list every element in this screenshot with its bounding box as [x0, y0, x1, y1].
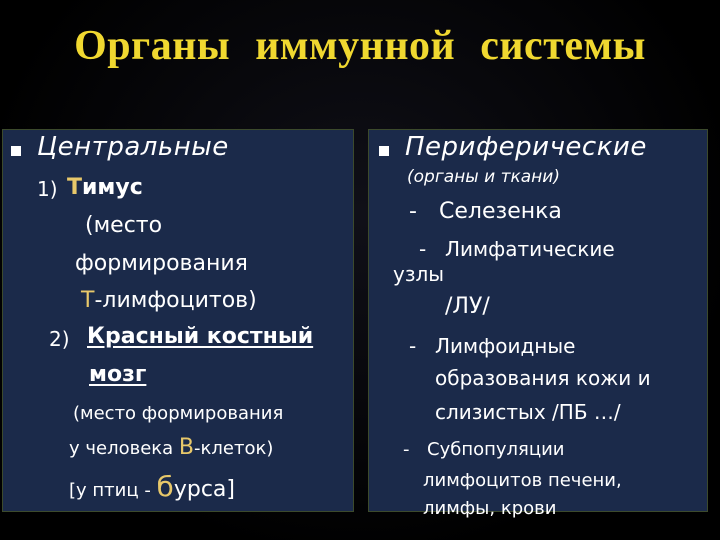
item1-number: 1): [37, 177, 58, 201]
thymus-label: [67, 175, 143, 200]
marrow-label: мозг: [89, 362, 147, 387]
central-organs-panel: [2, 129, 354, 512]
bursa-rest: урса]: [173, 477, 235, 502]
thymus-note-formation: формирования: [75, 251, 248, 276]
thymus-note-open: (место: [85, 213, 163, 238]
t-lymphocytes-text: -лимфоцитов): [94, 288, 257, 313]
peripheral-heading: Периферические: [405, 132, 647, 162]
human-text: у человека: [69, 438, 179, 459]
birds-text: [у птиц -: [69, 480, 157, 501]
peripheral-organs-panel: [368, 129, 708, 519]
dash-lymph-nodes: -: [419, 237, 427, 261]
dash-subpop: -: [403, 439, 410, 460]
marrow-note-line2: [69, 435, 273, 460]
lymph-nodes-abbr: /ЛУ/: [445, 294, 490, 319]
bullet-square-icon: [379, 146, 389, 156]
subpopulations-label: Субпопуляции: [427, 439, 565, 460]
dash-lymphoid: -: [409, 334, 417, 358]
spleen-label: Селезенка: [439, 199, 562, 224]
slide-title: Органы иммунной системы: [74, 23, 646, 69]
b-cells-text: -клеток): [194, 438, 274, 459]
red-marrow-label: Красный костный: [87, 324, 314, 349]
dash-spleen: -: [409, 199, 417, 224]
birds-note: [69, 470, 235, 503]
t-letter: Т: [81, 288, 95, 313]
mucosa-label: слизистых /ПБ …/: [435, 400, 621, 424]
bullet-square-icon: [11, 146, 21, 156]
skin-formations-label: образования кожи и: [435, 366, 651, 390]
marrow-note-line1: (место формирования: [73, 403, 284, 424]
thymus-initial: Т: [67, 175, 83, 200]
central-heading: Центральные: [37, 132, 229, 162]
peripheral-subheading: (органы и ткани): [407, 167, 560, 187]
lymph-blood-label: лимфы, крови: [423, 498, 557, 519]
liver-lymphocytes-label: лимфоцитов печени,: [423, 470, 622, 491]
b-letter: В: [178, 435, 195, 460]
lymphoid-label: Лимфоидные: [435, 334, 576, 358]
thymus-note-lymphocytes: [81, 288, 257, 313]
item2-number: 2): [49, 327, 70, 351]
lymph-nodes-label: Лимфатические: [445, 237, 615, 261]
bursa-initial: б: [156, 470, 174, 503]
nodes-word: узлы: [393, 262, 445, 286]
thymus-rest: имус: [82, 175, 143, 200]
